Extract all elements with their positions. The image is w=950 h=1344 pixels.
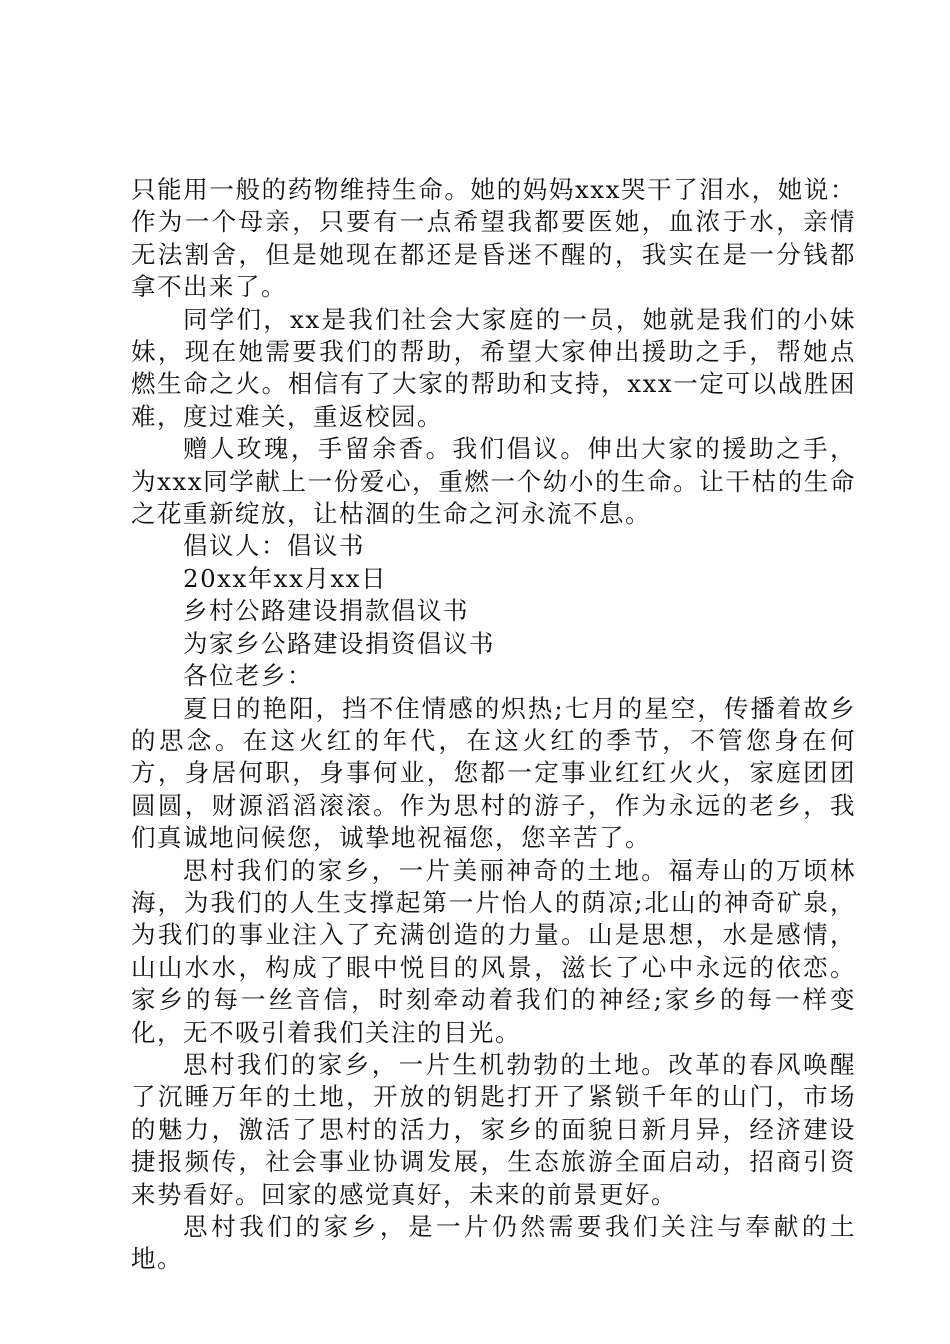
initiator-line: 倡议人：倡议书 <box>183 531 365 561</box>
paragraph-vibrant-land: 思村我们的家乡，一片生机勃勃的土地。改革的春风唤醒了沉睡万年的土地，开放的钥匙打开了紧锁千年的山门，市场的魅力，激活了思村的活力，家乡的面貌日新月异，经济建设捷报频传，社会事业协调发展，生态旅游全面启动，招商引资来势看好。回家的感觉真好，未来的前景更好。 <box>131 1049 856 1209</box>
paragraph-mother-quote: 只能用一般的药物维持生命。她的妈妈xxx哭干了泪水，她说：作为一个母亲，只要有一点希望我都要医她，血浓于水，亲情无法割舍，但是她现在都还是昏迷不醒的，我实在是一分钱都拿不出来了。 <box>131 175 856 302</box>
document-title-donation: 乡村公路建设捐款倡议书 <box>183 596 469 626</box>
document-title-hometown-road: 为家乡公路建设捐资倡议书 <box>183 628 495 658</box>
paragraph-classmates-appeal: 同学们，xx是我们社会大家庭的一员，她就是我们的小妹妹，现在她需要我们的帮助，希望大家伸出援助之手，帮她点燃生命之火。相信有了大家的帮助和支持，xxx一定可以战胜困难，度过难关，重返校园。 <box>131 304 856 431</box>
paragraph-needs-attention: 思村我们的家乡，是一片仍然需要我们关注与奉献的土地。 <box>131 1212 856 1274</box>
document-body <box>131 174 856 1276</box>
paragraph-roses-proposal: 赠人玫瑰，手留余香。我们倡议。伸出大家的援助之手，为xxx同学献上一份爱心，重燃一个幼小的生命。让干枯的生命之花重新绽放，让枯涸的生命之河永流不息。 <box>131 434 856 529</box>
paragraph-summer-greeting: 夏日的艳阳，挡不住情感的炽热;七月的星空，传播着故乡的思念。在这火红的年代，在这火红的季节，不管您身在何方，身居何职，身事何业，您都一定事业红红火火，家庭团团圆圆，财源滔滔滚滚。作为思村的游子，作为永远的老乡，我们真诚地问候您，诚挚地祝福您，您辛苦了。 <box>131 693 856 853</box>
date-line: 20xx年xx月xx日 <box>183 563 388 593</box>
greeting-line: 各位老乡： <box>183 661 313 691</box>
paragraph-beautiful-land: 思村我们的家乡，一片美丽神奇的土地。福寿山的万顷林海，为我们的人生支撑起第一片怡人的荫凉;北山的神奇矿泉，为我们的事业注入了充满创造的力量。山是思想，水是感情，山山水水，构成了眼中悦目的风景，滋长了心中永远的依恋。家乡的每一丝音信，时刻牵动着我们的神经;家乡的每一样变化，无不吸引着我们关注的目光。 <box>131 855 856 1047</box>
